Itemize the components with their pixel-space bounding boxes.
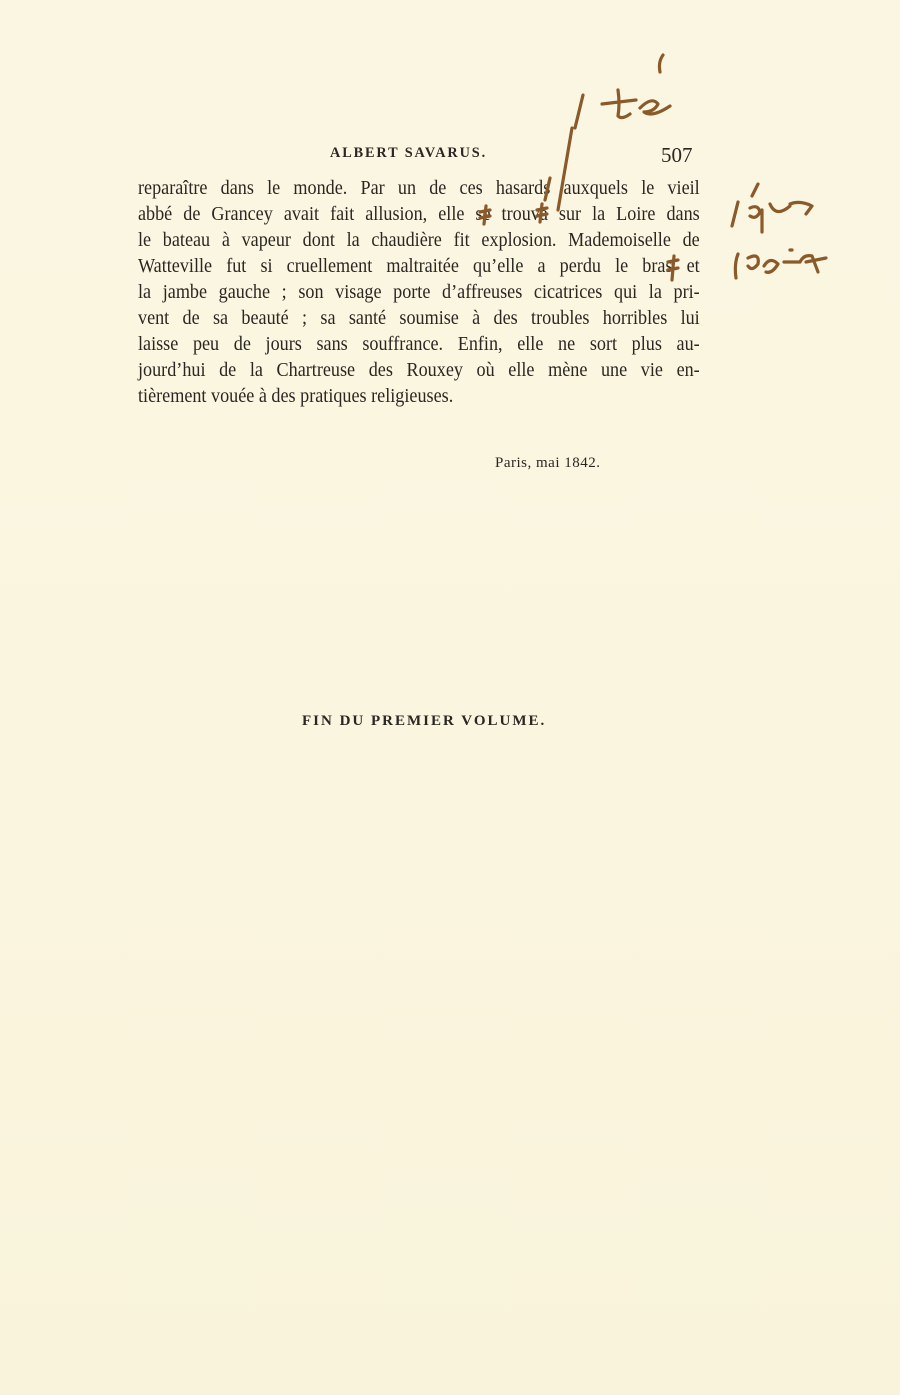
end-of-volume-note: FIN DU PREMIER VOLUME. [302, 713, 547, 729]
margin-bracket [735, 254, 738, 278]
text-line: laisse peu de jours sans souffrance. Enfin, elle ne sort plus au- [138, 334, 700, 355]
correction-mark-t [602, 90, 636, 118]
correction-mark-bracket [659, 55, 663, 72]
text-line: reparaître dans le monde. Par un de ces hasards auxquels le vieil [138, 178, 700, 199]
margin-correction-script [748, 250, 826, 272]
margin-slash [752, 184, 758, 196]
text-line: le bateau à vapeur dont la chaudière fit explosion. Mademoiselle de [138, 230, 700, 251]
page-number: 507 [661, 143, 693, 167]
body-paragraph [138, 176, 700, 410]
running-head: ALBERT SAVARUS. [330, 145, 488, 161]
text-line: abbé de Grancey avait fait allusion, elle se trouva sur la Loire dans [138, 204, 700, 225]
correction-mark-stroke [575, 95, 583, 128]
text-line: jourd’hui de la Chartreuse des Rouxey où elle mène une vie en- [138, 360, 700, 381]
text-line: la jambe gauche ; son visage porte d’affreuses cicatrices qui la pri- [138, 282, 700, 303]
margin-correction-ay [750, 202, 812, 232]
correction-mark-e [640, 101, 670, 114]
margin-slash [732, 202, 738, 226]
text-line: vent de sa beauté ; sa santé soumise à des troubles horribles lui [138, 308, 700, 329]
text-line: Watteville fut si cruellement maltraitée qu’elle a perdu le bras et [138, 256, 700, 277]
text-line: tièrement vouée à des pratiques religieuses. [138, 386, 454, 407]
dateline: Paris, mai 1842. [495, 455, 601, 471]
